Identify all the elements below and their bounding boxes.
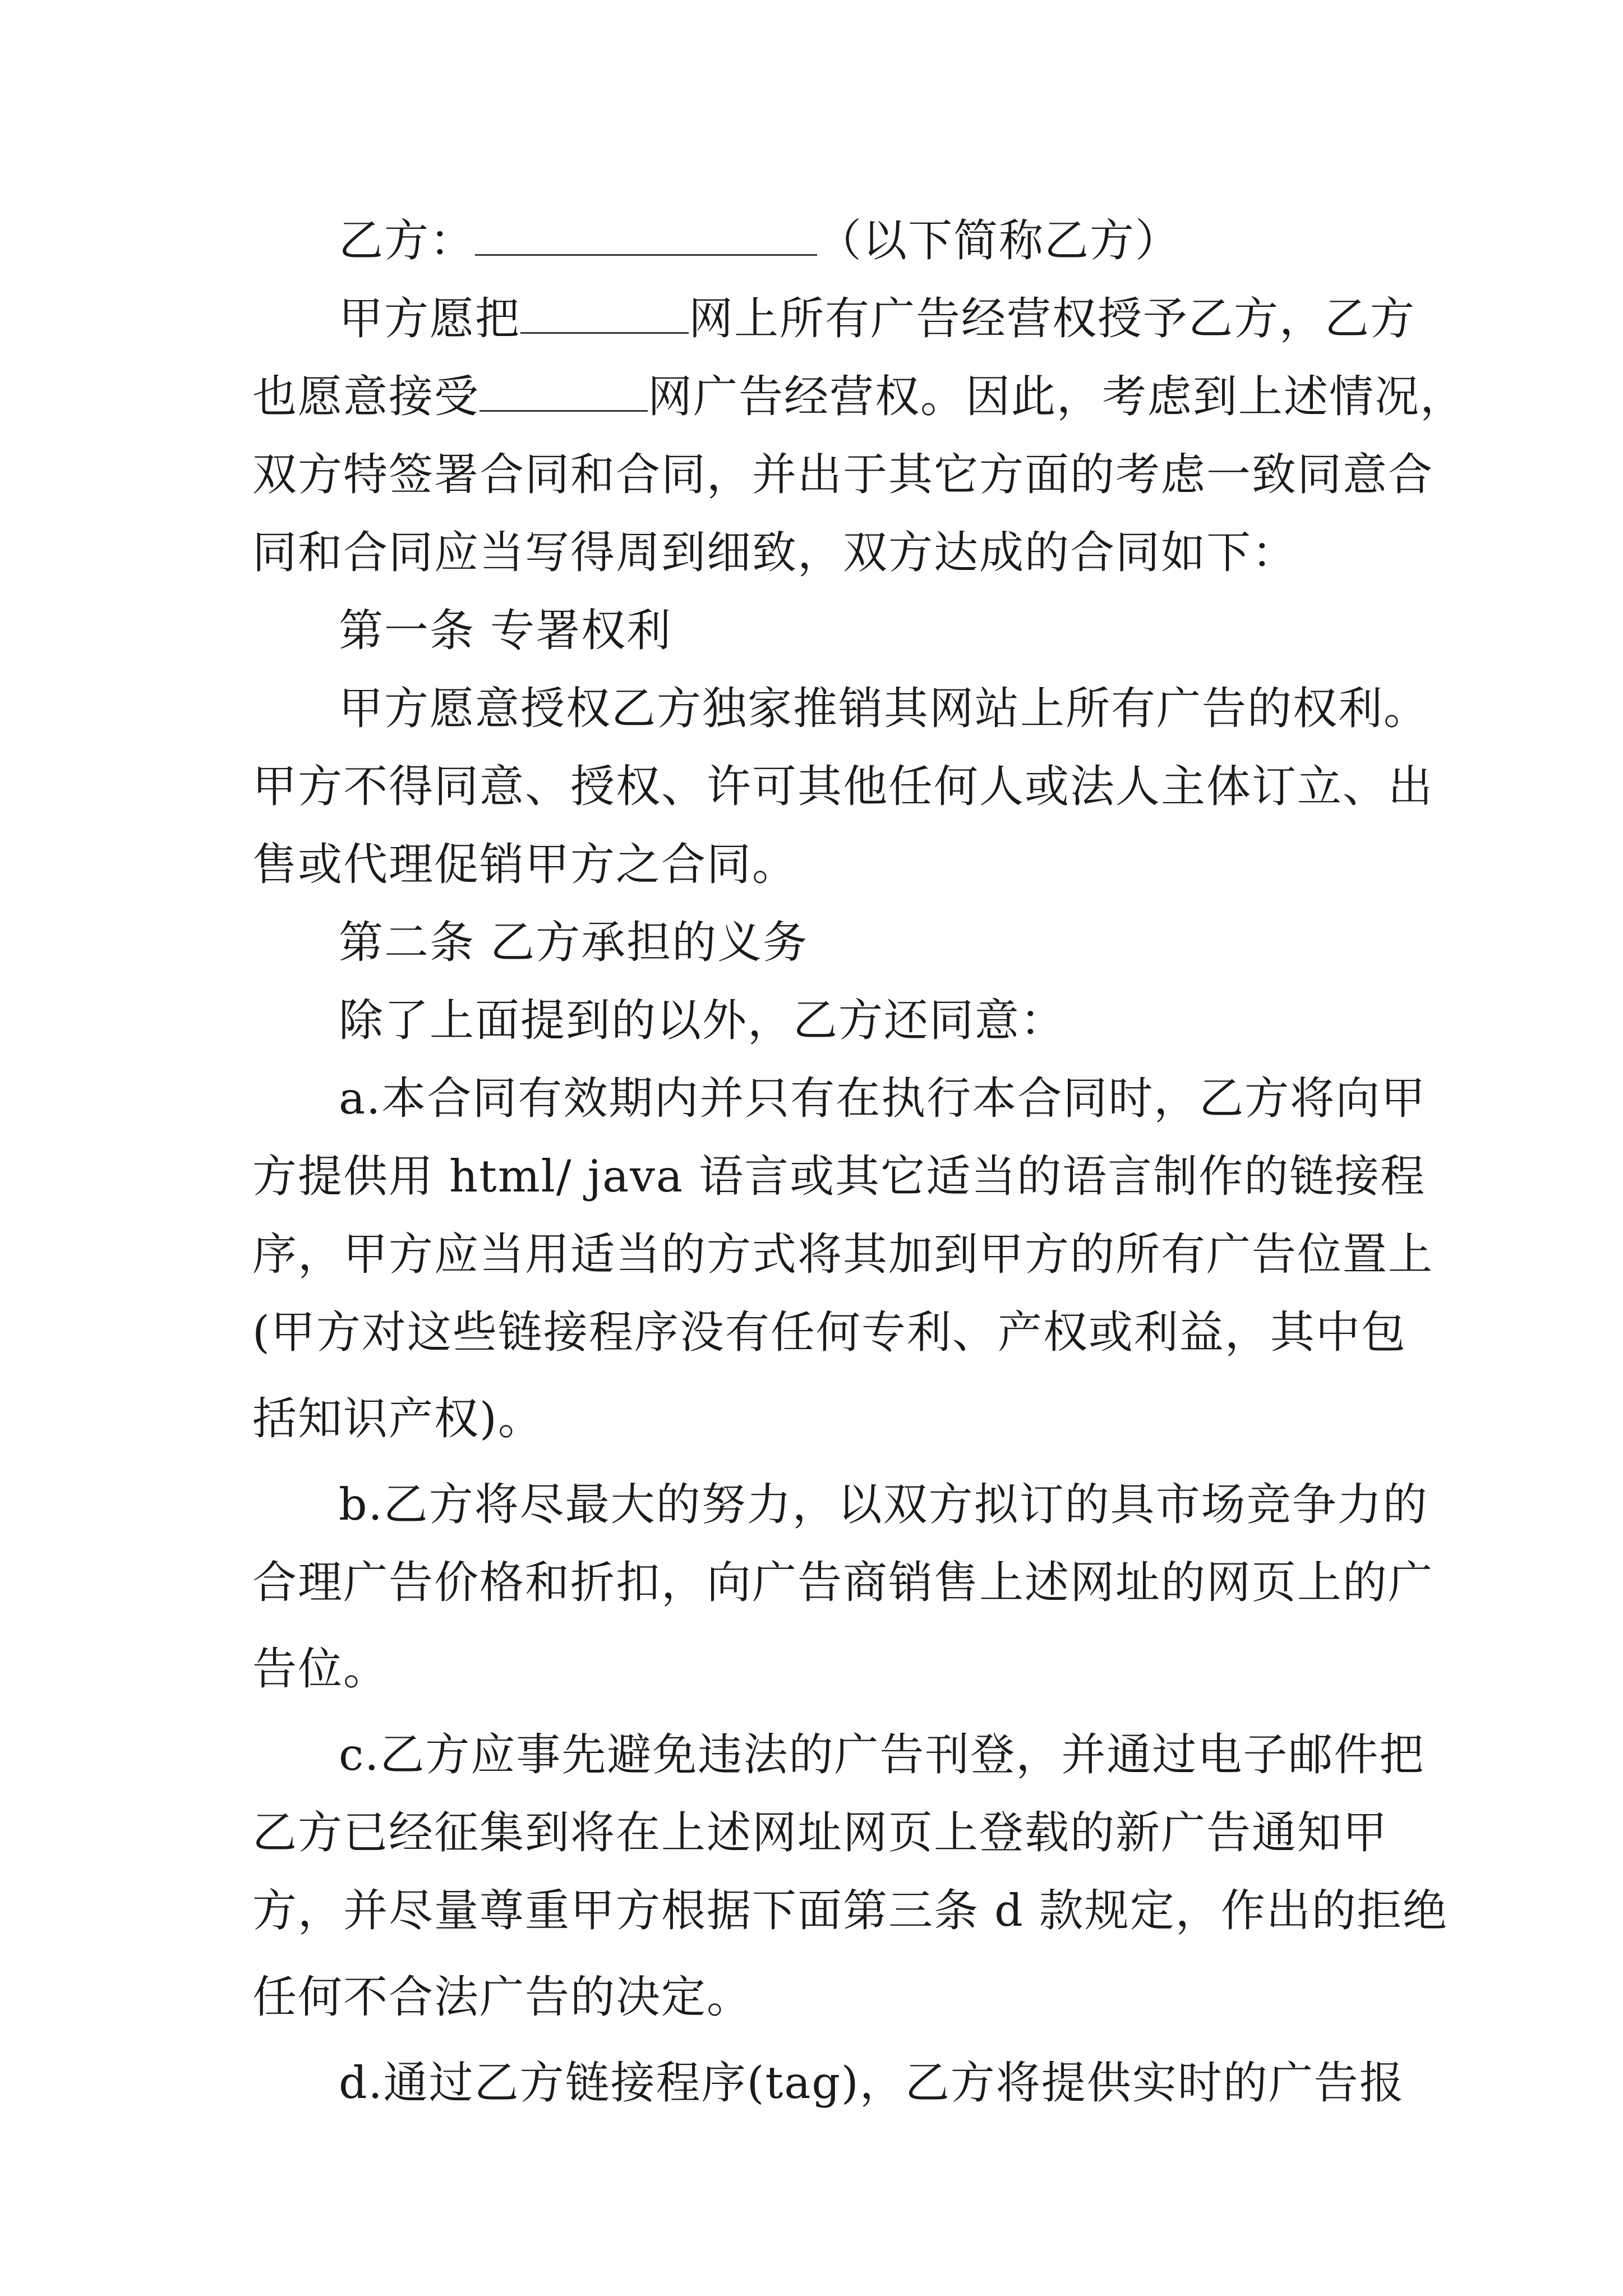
- clause-c-line: 乙方已经征集到将在上述网址网页上登载的新广告通知甲: [252, 1807, 1388, 1858]
- clause-a-line: 括知识产权)。: [252, 1393, 543, 1444]
- contract-body: [252, 202, 1465, 2122]
- clause-b-line: 合理广告价格和折扣，向广告商销售上述网址的网页上的广: [252, 1557, 1433, 1608]
- party-b-name-blank: [475, 215, 817, 256]
- website-name-blank: [479, 371, 648, 412]
- clause-a-line: (甲方对这些链接程序没有任何专利、产权或利益，其中包: [252, 1306, 1407, 1358]
- paragraph-line: [252, 358, 1465, 436]
- clause-a-line: 方提供用 html/ java 语言或其它适当的语言制作的链接程: [252, 1151, 1426, 1202]
- paragraph-line: 甲方不得同意、授权、许可其他任何人或法人主体订立、出: [252, 761, 1433, 812]
- clause-d-line: d.通过乙方链接程序(tag)，乙方将提供实时的广告报: [339, 2057, 1405, 2109]
- article-1-heading: 第一条 专署权利: [339, 605, 672, 656]
- clause-c-line: 任何不合法广告的决定。: [252, 1971, 752, 2023]
- article-2-heading: 第二条 乙方承担的义务: [339, 917, 809, 968]
- clause-b-line: b.乙方将尽最大的努力，以双方拟订的具市场竞争力的: [339, 1479, 1428, 1530]
- text-segment: 也愿意接受: [252, 371, 479, 422]
- text-segment: 网上所有广告经营权授予乙方，乙方: [689, 293, 1415, 344]
- text-segment: 甲方愿把: [339, 293, 520, 344]
- clause-a-line: a.本合同有效期内并只有在执行本合同时，乙方将向甲: [339, 1073, 1427, 1124]
- text-segment: 网广告经营权。因此，考虑到上述情况，: [648, 371, 1465, 422]
- clause-c-line: c.乙方应事先避免违法的广告刊登，并通过电子邮件把: [339, 1729, 1425, 1780]
- paragraph-line: 同和合同应当写得周到细致，双方达成的合同如下：: [252, 527, 1297, 578]
- paragraph-line: [252, 280, 1415, 358]
- paragraph-line: 甲方愿意授权乙方独家推销其网站上所有广告的权利。: [339, 683, 1429, 734]
- party-b-label: 乙方：: [339, 215, 475, 266]
- party-b-line: [252, 202, 1380, 280]
- clause-b-line: 告位。: [252, 1643, 389, 1695]
- website-name-blank: [520, 293, 689, 334]
- clause-c-line: 方，并尽量尊重甲方根据下面第三条 d 款规定，作出的拒绝: [252, 1885, 1448, 1936]
- clause-a-line: 序，甲方应当用适当的方式将其加到甲方的所有广告位置上: [252, 1228, 1433, 1280]
- paragraph-line: 双方特签署合同和合同，并出于其它方面的考虑一致同意合: [252, 449, 1433, 500]
- paragraph-line: 售或代理促销甲方之合同。: [252, 839, 797, 890]
- paragraph-line: 除了上面提到的以外，乙方还同意：: [339, 995, 1066, 1046]
- party-b-note: （以下简称乙方）: [817, 215, 1181, 266]
